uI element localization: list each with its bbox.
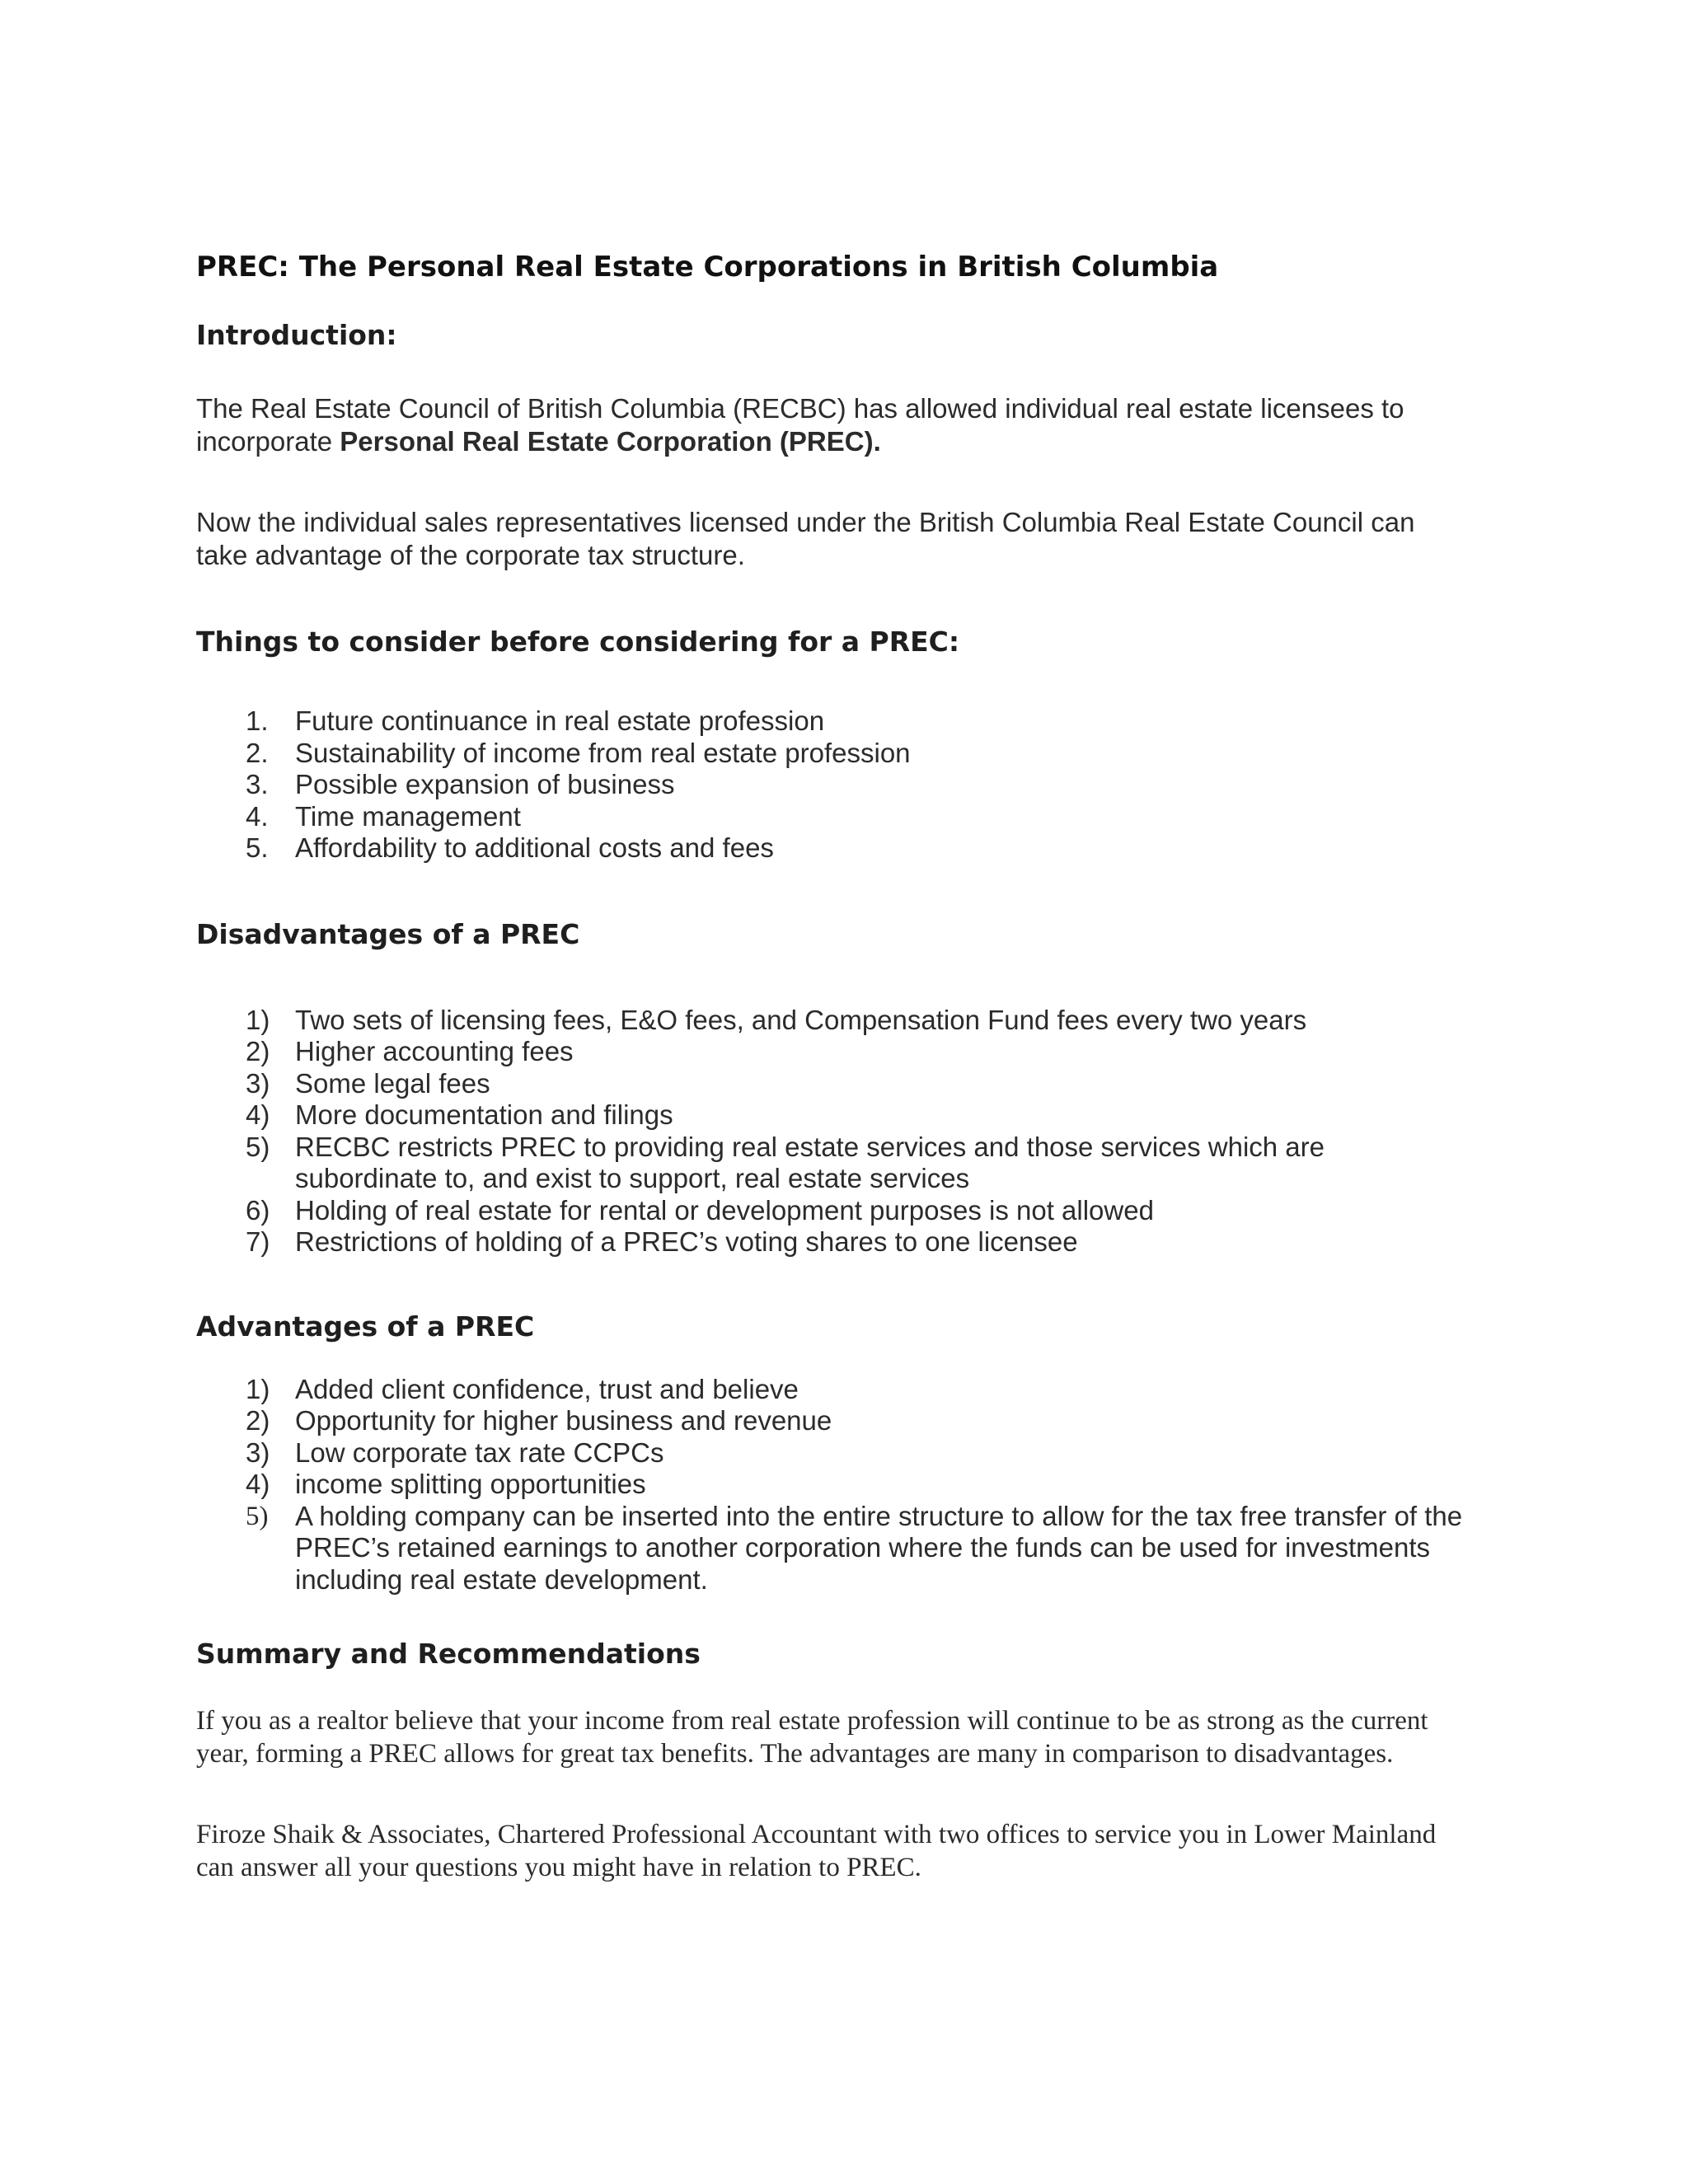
list-item-text: Some legal fees bbox=[295, 1067, 490, 1099]
list-item-text: More documentation and filings bbox=[295, 1099, 673, 1130]
consider-heading: Things to consider before considering for a PREC: bbox=[196, 626, 960, 658]
list-marker: 1. bbox=[246, 705, 269, 736]
introduction-paragraph-1 bbox=[196, 392, 1498, 458]
list-item bbox=[196, 1195, 1498, 1227]
list-item-text-continued: including real estate development. bbox=[295, 1563, 708, 1595]
list-marker: 3. bbox=[246, 769, 269, 799]
list-item-text: Affordability to additional costs and fees bbox=[295, 832, 774, 863]
list-item bbox=[196, 1036, 1498, 1068]
list-marker: 6) bbox=[246, 1194, 270, 1226]
list-item bbox=[196, 1374, 1498, 1406]
list-item bbox=[196, 769, 1498, 801]
list-item bbox=[196, 1099, 1498, 1132]
list-item bbox=[196, 738, 1498, 770]
list-item-text: Added client confidence, trust and believe bbox=[295, 1373, 799, 1404]
list-item bbox=[196, 1068, 1498, 1100]
list-marker: 4) bbox=[246, 1469, 270, 1499]
summary-heading: Summary and Recommendations bbox=[196, 1638, 701, 1670]
list-item-text: Two sets of licensing fees, E&O fees, and Compensation Fund fees every two years bbox=[295, 1004, 1307, 1035]
consider-list bbox=[196, 705, 1498, 865]
list-marker: 4) bbox=[246, 1099, 270, 1130]
advantages-heading: Advantages of a PREC bbox=[196, 1310, 535, 1343]
list-marker: 2. bbox=[246, 737, 269, 768]
list-item-text: income splitting opportunities bbox=[295, 1469, 646, 1499]
list-marker: 2) bbox=[246, 1405, 270, 1436]
list-marker: 5. bbox=[246, 832, 269, 863]
list-item bbox=[196, 1501, 1498, 1596]
introduction-paragraph-2 bbox=[196, 506, 1498, 572]
list-item-text: A holding company can be inserted into the entire structure to allow for the tax free transfer of the bbox=[295, 1500, 1463, 1531]
list-item-text: Future continuance in real estate profession bbox=[295, 705, 825, 736]
list-item bbox=[196, 705, 1498, 738]
list-marker: 7) bbox=[246, 1226, 270, 1257]
paragraph-text: incorporate bbox=[196, 426, 340, 457]
list-marker: 2) bbox=[246, 1036, 270, 1066]
paragraph-line: take advantage of the corporate tax structure. bbox=[196, 540, 745, 570]
list-marker: 5) bbox=[246, 1501, 269, 1531]
list-item-text-continued: PREC’s retained earnings to another corporation where the funds can be used for investments bbox=[295, 1532, 1431, 1563]
list-item bbox=[196, 1405, 1498, 1437]
list-item-text: Time management bbox=[295, 800, 521, 832]
list-marker: 3) bbox=[246, 1067, 270, 1099]
list-item-text: Holding of real estate for rental or development purposes is not allowed bbox=[295, 1194, 1154, 1226]
paragraph-line: The Real Estate Council of British Columbia (RECBC) has allowed individual real estate licensees to bbox=[196, 393, 1404, 424]
list-item-text: Restrictions of holding of a PREC’s voting shares to one licensee bbox=[295, 1226, 1078, 1257]
list-marker: 1) bbox=[246, 1373, 270, 1404]
paragraph-line: If you as a realtor believe that your income from real estate profession will continue to be as strong as the current bbox=[196, 1706, 1428, 1736]
document-page bbox=[196, 247, 1498, 1884]
list-item-text: Possible expansion of business bbox=[295, 769, 675, 799]
summary-paragraph-1 bbox=[196, 1704, 1498, 1770]
prec-bold-term: Personal Real Estate Corporation (PREC). bbox=[340, 426, 881, 457]
list-marker: 5) bbox=[246, 1131, 270, 1162]
list-item bbox=[196, 832, 1498, 865]
list-marker: 4. bbox=[246, 800, 269, 832]
list-item bbox=[196, 801, 1498, 833]
document-title: PREC: The Personal Real Estate Corporations in British Columbia bbox=[196, 251, 1219, 284]
list-item bbox=[196, 1226, 1498, 1258]
list-marker: 3) bbox=[246, 1436, 270, 1468]
disadvantages-heading: Disadvantages of a PREC bbox=[196, 917, 580, 950]
paragraph-line: Firoze Shaik & Associates, Chartered Professional Accountant with two offices to service you in Lower Mainland bbox=[196, 1820, 1437, 1849]
list-item bbox=[196, 1132, 1498, 1195]
list-item-text: RECBC restricts PREC to providing real estate services and those services which are bbox=[295, 1131, 1325, 1162]
list-item-text: Higher accounting fees bbox=[295, 1036, 574, 1066]
list-item bbox=[196, 1437, 1498, 1469]
list-item-text-continued: subordinate to, and exist to support, real estate services bbox=[295, 1163, 970, 1193]
paragraph-line: year, forming a PREC allows for great tax benefits. The advantages are many in comparison to disadvantages. bbox=[196, 1739, 1394, 1769]
disadvantages-list bbox=[196, 1005, 1498, 1258]
list-item-text: Sustainability of income from real estate profession bbox=[295, 737, 911, 768]
paragraph-line: can answer all your questions you might have in relation to PREC. bbox=[196, 1853, 921, 1882]
list-item bbox=[196, 1005, 1498, 1037]
list-marker: 1) bbox=[246, 1004, 270, 1035]
introduction-heading: Introduction: bbox=[196, 319, 397, 351]
summary-paragraph-2 bbox=[196, 1818, 1498, 1884]
list-item-text: Opportunity for higher business and revenue bbox=[295, 1405, 832, 1436]
list-item bbox=[196, 1469, 1498, 1501]
paragraph-line bbox=[196, 425, 1498, 458]
paragraph-line: Now the individual sales representatives licensed under the British Columbia Real Estate Council can bbox=[196, 507, 1415, 537]
advantages-list bbox=[196, 1374, 1498, 1596]
list-item-text: Low corporate tax rate CCPCs bbox=[295, 1436, 664, 1468]
